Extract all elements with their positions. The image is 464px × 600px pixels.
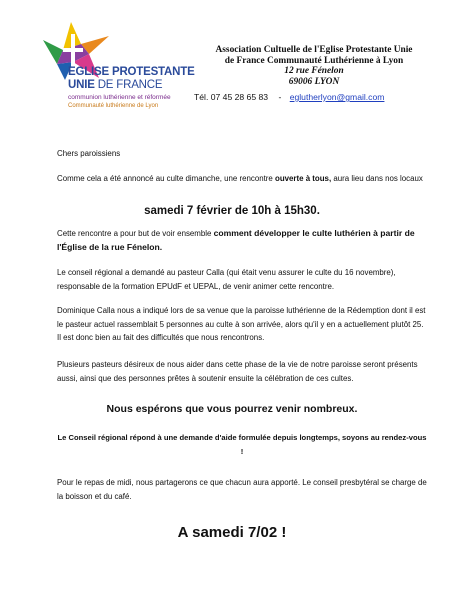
hope-statement: Nous espérons que vous pourrez venir nombreux. xyxy=(106,403,358,415)
paragraph-announcement: Comme cela a été annoncé au culte dimanche, une rencontre ouverte à tous, aura lieu dans nos locaux xyxy=(57,174,423,183)
logo-text-line1: EGLISE PROTESTANTE xyxy=(68,66,195,78)
association-name-line2: de France Communauté Luthérienne à Lyon xyxy=(224,55,404,66)
address-city: 69006 LYON xyxy=(288,76,340,87)
address-street: 12 rue Fénelon xyxy=(284,66,344,76)
greeting: Chers paroissiens xyxy=(57,149,121,158)
paragraph-calla: Dominique Calla nous a indiqué lors de sa venue que la paroisse luthérienne de la Rédemption dont il est le pasteur actuel rassemblait 5 personnes au culte à son arrivée, alors qu'il y en a actuellement plutôt 25. Il est donc bien au fait des difficultés que nous rencontrons. xyxy=(57,306,426,343)
closing-line: A samedi 7/02 ! xyxy=(177,524,287,541)
paragraph-council: Le conseil régional a demandé au pasteur Calla (qui était venu assurer le culte du 16 novembre), responsable de la formation EPUdF et UEPAL, de venir animer cette rencontre. xyxy=(57,268,396,291)
paragraph-lunch: Pour le repas de midi, nous partagerons ce que chacun aura apporté. Le conseil presbytéral se charge de la boisson et du café. xyxy=(57,478,427,501)
contact-separator: - xyxy=(278,92,282,102)
association-name-line1: Association Cultuelle de l'Eglise Protestante Unie xyxy=(215,45,413,55)
logo-text-line2: UNIE DE FRANCE xyxy=(68,79,163,91)
paragraph-purpose: Cette rencontre a pour but de voir ensemble comment développer le culte luthérien à partir de l'Église de la rue Fénelon. xyxy=(57,228,415,252)
contact-line xyxy=(194,92,384,102)
email-link[interactable]: eglutherlyon@gmail.com xyxy=(289,92,385,102)
church-logo xyxy=(40,22,195,112)
meeting-date: samedi 7 février de 10h à 15h30. xyxy=(144,205,320,217)
logo-text-line4: Communauté luthérienne de Lyon xyxy=(68,103,159,109)
association-header xyxy=(198,45,430,87)
paragraph-pastors: Plusieurs pasteurs désireux de nous aider dans cette phase de la vie de notre paroisse seront présents aussi, ainsi que des personnes prêtes à soutenir ensuite la célébration de ces cultes. xyxy=(57,360,418,383)
logo-text-line3: communion luthérienne et réformée xyxy=(68,94,171,101)
phone-number: Tél. 07 45 28 65 83 xyxy=(194,92,269,102)
council-statement: Le Conseil régional répond à une demande d'aide formulée depuis longtemps, soyons au rendez-vous ! xyxy=(57,433,427,456)
